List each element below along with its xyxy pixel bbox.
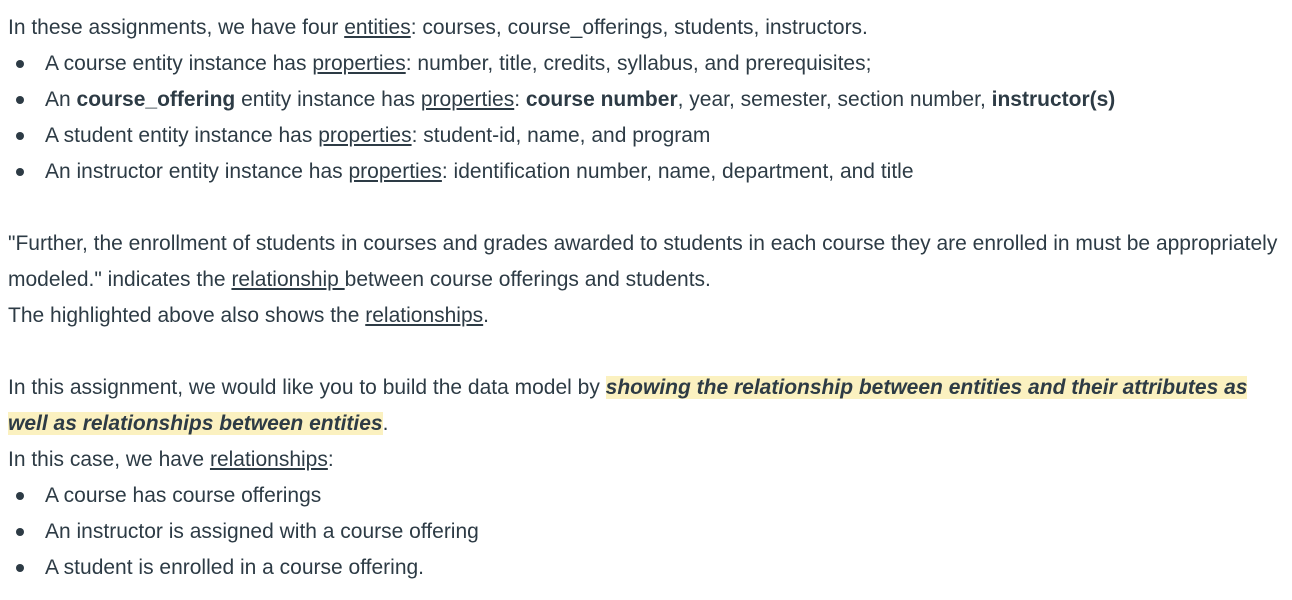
properties-link[interactable]: properties	[318, 124, 412, 147]
list-item	[8, 154, 1288, 190]
spacer	[8, 190, 1288, 226]
enrollment-paragraph	[8, 226, 1288, 298]
case-text-end: :	[327, 448, 334, 471]
properties-link[interactable]: properties	[312, 52, 406, 75]
assignment-text: In this assignment, we would like you to build the data model by	[8, 376, 606, 399]
list-item	[8, 82, 1288, 118]
relationship-link[interactable]: relationship	[231, 268, 345, 291]
enrollment-text: "Further, the enrollment of students in courses and grades awarded to students in each course they are enrolled in must be appropriately modeled." indicates the	[8, 232, 1278, 291]
list-item-text: : number, title, credits, syllabus, and prerequisites;	[405, 52, 872, 75]
relationships-link[interactable]: relationships	[209, 448, 328, 471]
bold-term: course number	[525, 88, 678, 111]
properties-link[interactable]: properties	[420, 88, 515, 111]
list-item	[8, 46, 1288, 82]
list-item-text: : student-id, name, and program	[411, 124, 711, 147]
relationships-link[interactable]: relationships	[365, 304, 484, 327]
list-item: A course has course offerings	[8, 478, 1288, 514]
relationships-list	[8, 478, 1288, 586]
highlighted-text: The highlighted above also shows the	[8, 304, 366, 327]
intro-text: In these assignments, we have four	[8, 16, 345, 39]
spacer	[8, 334, 1288, 370]
intro-text-end: : courses, course_offerings, students, instructors.	[410, 16, 868, 39]
list-item-text: An instructor entity instance has	[45, 160, 349, 183]
case-text: In this case, we have	[8, 448, 210, 471]
list-item-text: A student entity instance has	[45, 124, 319, 147]
properties-link[interactable]: properties	[348, 160, 442, 183]
list-item-text: , year, semester, section number,	[677, 88, 992, 111]
highlighted-phrase: showing the relationship between entities and their attributes as well as relationships between entities	[8, 376, 1248, 435]
enrollment-text-end: between course offerings and students.	[344, 268, 711, 291]
list-item	[8, 118, 1288, 154]
list-item-text: entity instance has	[235, 88, 421, 111]
entities-link[interactable]: entities	[344, 16, 411, 39]
list-item: An instructor is assigned with a course offering	[8, 514, 1288, 550]
highlighted-paragraph	[8, 298, 1288, 334]
list-item-text: : identification number, name, department, and title	[441, 160, 914, 183]
list-item-text: An	[45, 88, 77, 111]
case-paragraph	[8, 442, 1288, 478]
bold-term: instructor(s)	[991, 88, 1116, 111]
list-item-text: :	[514, 88, 526, 111]
list-item-text: A course entity instance has	[45, 52, 313, 75]
assignment-paragraph	[8, 370, 1288, 442]
properties-list	[8, 46, 1288, 190]
assignment-text-end: .	[382, 412, 389, 435]
bold-term: course_offering	[76, 88, 236, 111]
assignment-content	[8, 10, 1288, 586]
list-item: A student is enrolled in a course offering.	[8, 550, 1288, 586]
highlighted-text-end: .	[483, 304, 489, 327]
intro-paragraph	[8, 10, 1288, 46]
